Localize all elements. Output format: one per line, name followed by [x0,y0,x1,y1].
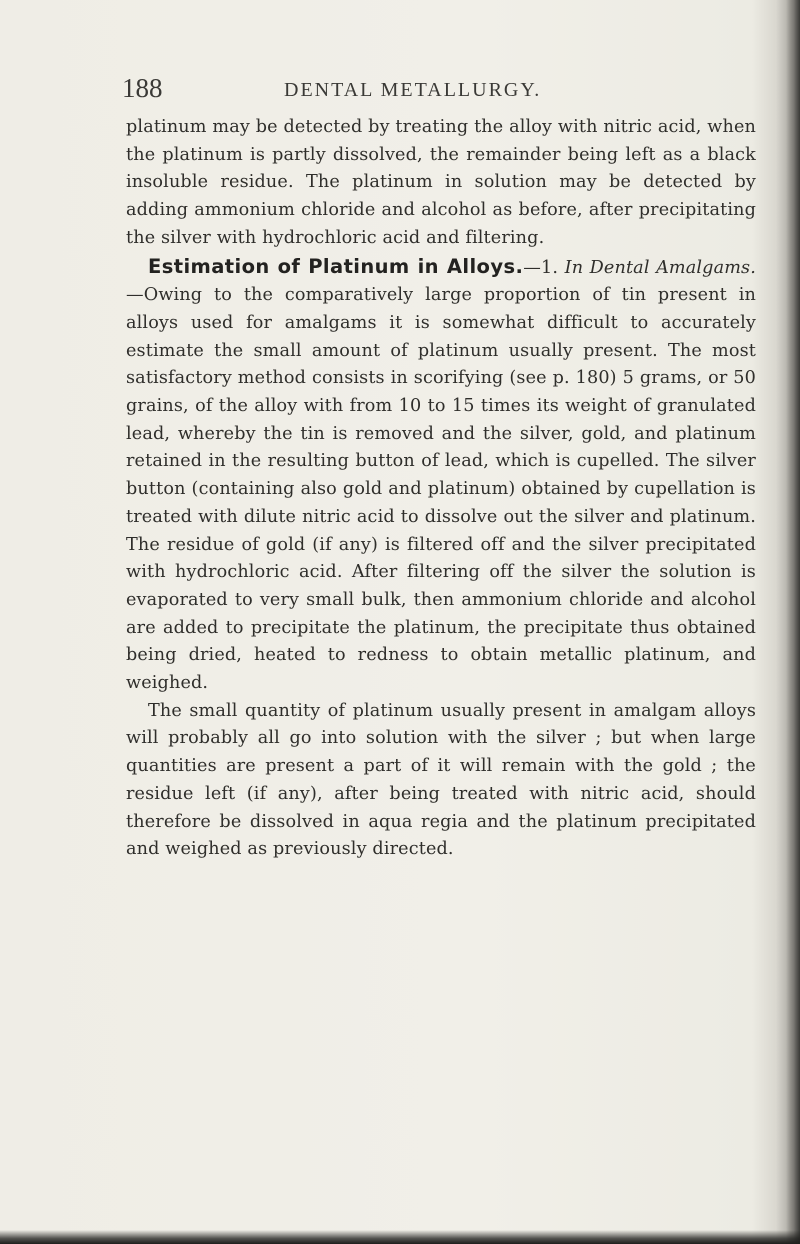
spine-shadow [786,0,800,1244]
page-number: 188 [122,73,163,103]
paragraph-continuation: platinum may be detected by treating the alloy with nitric acid, when the platinum is partly dissolved, the remainder being left as a black insoluble residue. The platinum in solution may be detected by adding ammonium chloride and alcohol as before, after precipitating the silver with hydrochloric acid and filtering. [126,117,756,248]
paragraph-small-quantity: The small quantity of platinum usually present in amalgam alloys will probably all go into solution with the silver ; but when large quantities are present a part of it will remain with the gold ; the residue left (if any), after being treated with nitric acid, should therefore be dissolved in aqua regia and the platinum precipitated and weighed as previously directed. [126,700,756,860]
paragraph-text: —Owing to the comparatively large proportion of tin present in alloys used for amalgams it is somewhat difficult to accurately estimate the small amount of platinum usually present. The most satisfactory method consists in scorifying (see p. 180) 5 grams, or 50 grains, of the alloy with from 10 to 15 times its weight of granulated lead, whereby the tin is removed and the silver, gold, and platinum retained in the resulting button of lead, which is cupelled. The silver button (containing also gold and platinum) obtained by cupellation is treated with dilute nitric acid to dissolve out the silver and platinum. The residue of gold (if any) is filtered off and the silver precipitated with hydrochloric acid. After filtering off the silver the solution is evaporated to very small bulk, then ammonium chloride and alcohol are added to precipitate the platinum, the precipitate thus obtained being dried, heated to redness to obtain metallic platinum, and weighed. [126,285,756,694]
paragraph-estimation [126,253,756,698]
section-number: —1. [523,257,559,278]
section-heading: Estimation of Platinum in Alloys. [148,254,524,278]
running-head: DENTAL METALLURGY. [284,79,542,101]
subsection-heading: In Dental Amalgams. [564,257,756,278]
body-text [126,114,756,864]
page-bottom-edge [0,1230,800,1244]
page-header [122,70,762,106]
